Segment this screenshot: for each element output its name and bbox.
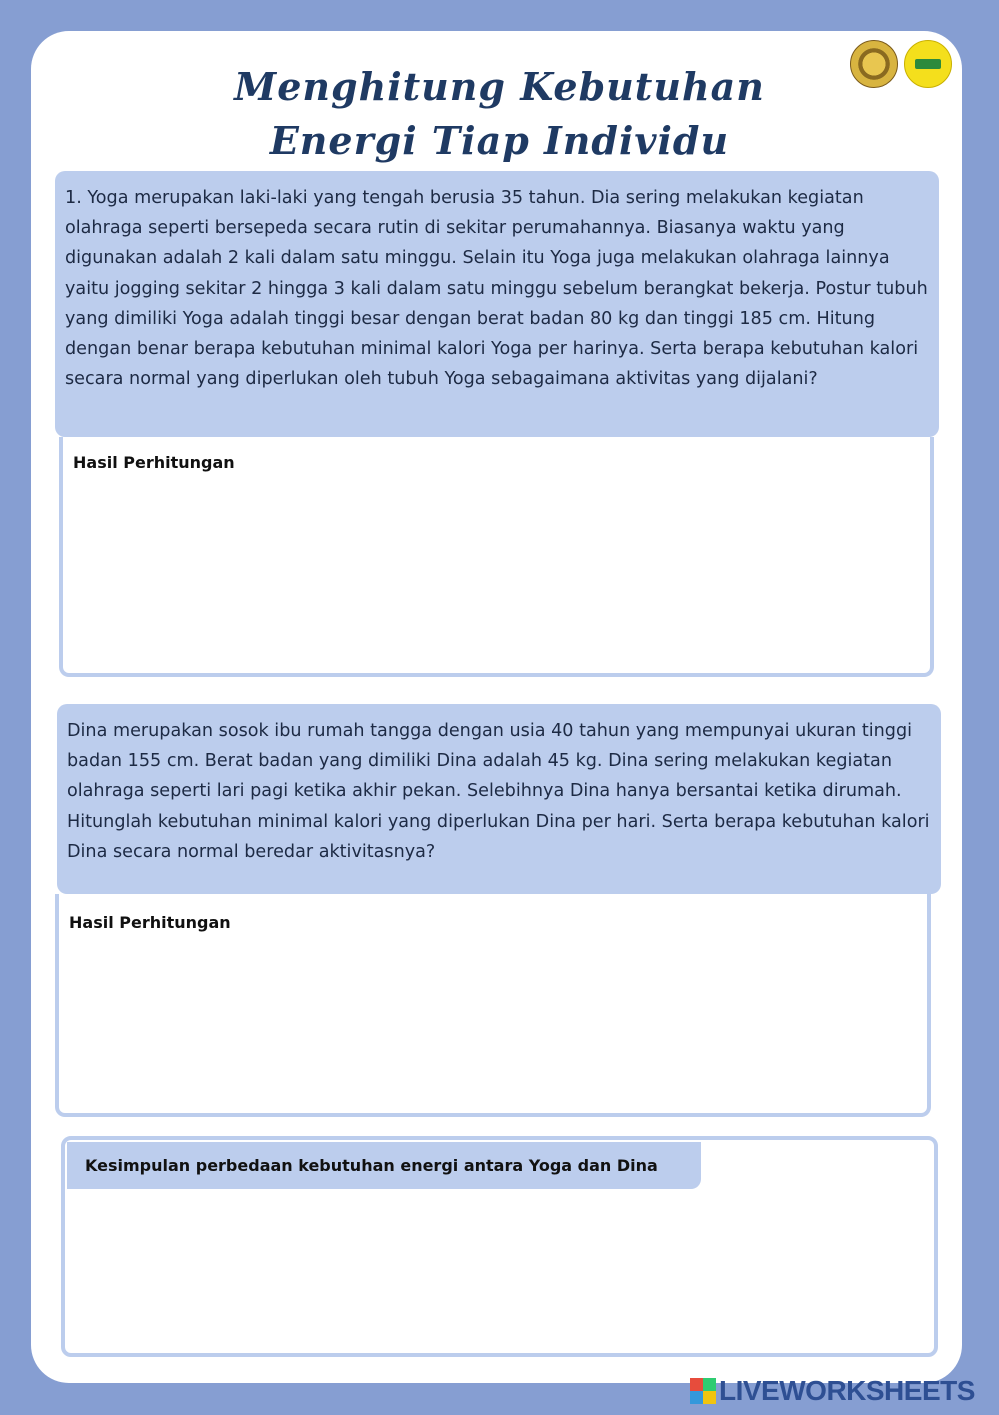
title-line-1: Menghitung Kebutuhan	[234, 64, 765, 109]
answer-1-area[interactable]	[59, 437, 934, 677]
conclusion-label: Kesimpulan perbedaan kebutuhan energi antara Yoga dan Dina	[67, 1142, 701, 1189]
question-1-box	[55, 171, 939, 437]
liveworksheets-logo-icon	[690, 1378, 716, 1404]
answer-2-area[interactable]	[55, 894, 931, 1117]
brand-text: LIVEWORKSHEETS	[719, 1375, 975, 1406]
answer-1-label: Hasil Perhitungan	[73, 453, 235, 472]
university-seal-icon	[850, 40, 898, 88]
liveworksheets-brand	[690, 1373, 975, 1409]
question-2-text: Dina merupakan sosok ibu rumah tangga dengan usia 40 tahun yang mempunyai ukuran tinggi badan 155 cm. Berat badan yang dimiliki Dina adalah 45 kg. Dina sering melakukan kegiatan olahraga seperti lari pagi ketika akhir pekan. Selebihnya Dina hanya bersantai ketika dirumah. Hitunglah kebutuhan minimal kalori yang diperlukan Dina per hari. Serta berapa kebutuhan kalori Dina secara normal beredar aktivitasnya?	[67, 721, 930, 862]
faculty-logo-icon	[904, 40, 952, 88]
conclusion-area[interactable]	[61, 1136, 938, 1357]
title-line-2: Energi Tiap Individu	[269, 118, 730, 163]
answer-2-label: Hasil Perhitungan	[69, 913, 231, 932]
question-2-box	[57, 704, 941, 894]
page-title	[0, 60, 999, 168]
question-1-text: 1. Yoga merupakan laki-laki yang tengah berusia 35 tahun. Dia sering melakukan kegiatan olahraga seperti bersepeda secara rutin di sekitar perumahannya. Biasanya waktu yang digunakan adalah 2 kali dalam satu minggu. Selain itu Yoga juga melakukan olahraga lainnya yaitu jogging sekitar 2 hingga 3 kali dalam satu minggu sebelum berangkat bekerja. Postur tubuh yang dimiliki Yoga adalah tinggi besar dengan berat badan 80 kg dan tinggi 185 cm. Hitung dengan benar berapa kebutuhan minimal kalori Yoga per harinya. Serta berapa kebutuhan kalori secara normal yang diperlukan oleh tubuh Yoga sebagaimana aktivitas yang dijalani?	[65, 188, 928, 390]
